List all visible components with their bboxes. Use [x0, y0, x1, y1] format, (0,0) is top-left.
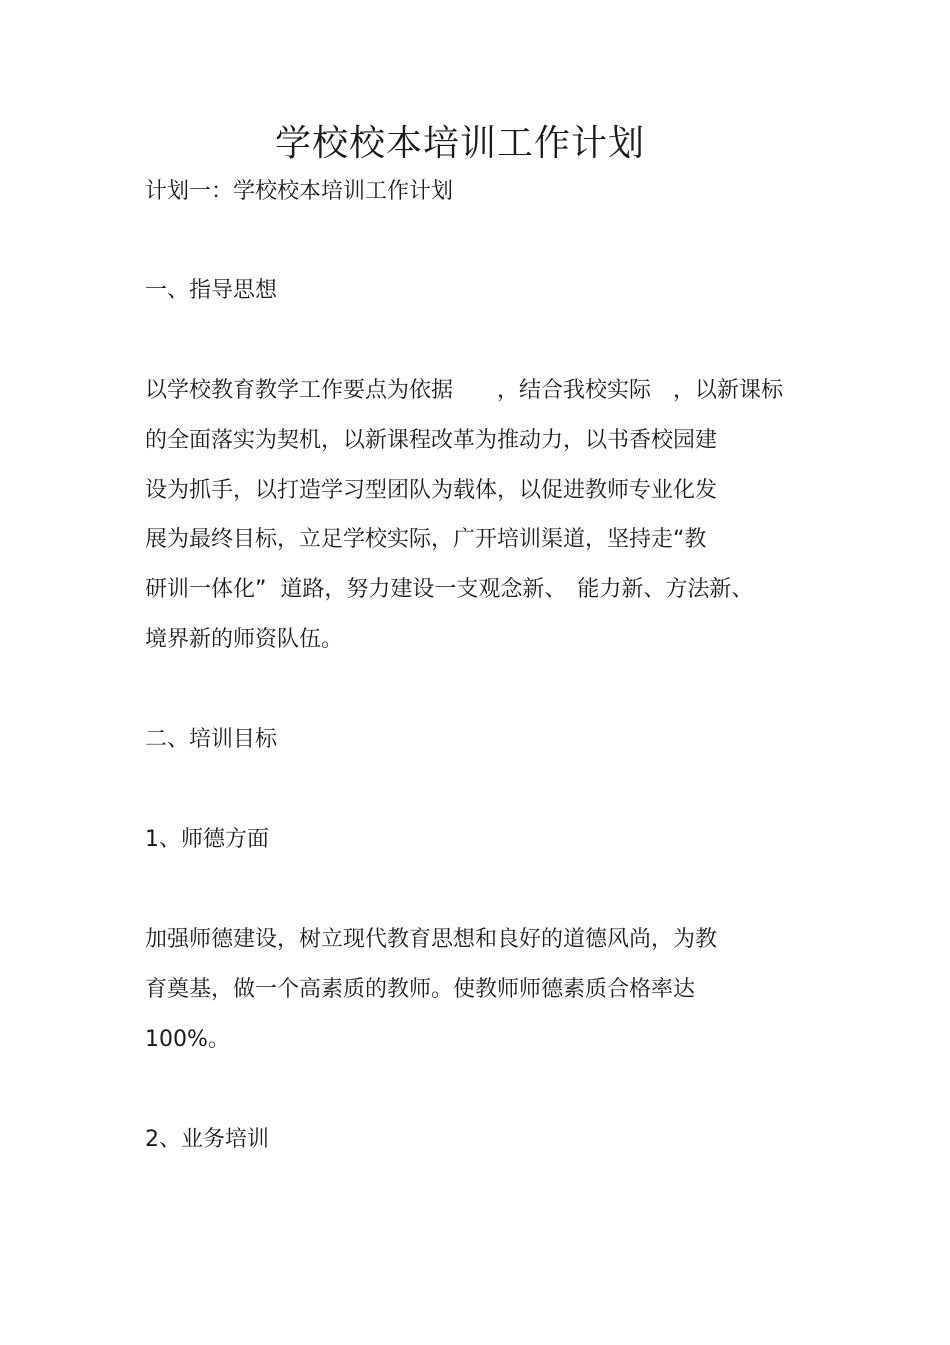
document-title: 学校校本培训工作计划 — [274, 123, 645, 164]
subsection-heading-teacher-ethics: 1、师德方面 — [145, 827, 269, 852]
paragraph-line: 加强师德建设，树立现代教育思想和良好的道德风尚，为教 — [145, 927, 718, 952]
paragraph-line: 研训一体化” 道路，努力建设一支观念新、 能力新、方法新、 — [145, 577, 754, 602]
paragraph-line: 育奠基，做一个高素质的教师。使教师师德素质合格率达 — [145, 977, 696, 1002]
paragraph-line: 境界新的师资队伍。 — [145, 627, 344, 652]
subsection-heading-professional-training: 2、业务培训 — [145, 1127, 269, 1152]
section-heading-training-goals: 二、培训目标 — [145, 727, 278, 752]
section-heading-guiding-idea: 一、指导思想 — [145, 278, 278, 303]
paragraph-line: 设为抓手，以打造学习型团队为载体，以促进教师专业化发 — [145, 478, 718, 503]
plan-subtitle: 计划一：学校校本培训工作计划 — [145, 179, 454, 204]
paragraph-line: 以学校教育教学工作要点为依据 ，结合我校实际 ，以新课标 — [145, 378, 784, 403]
paragraph-line: 展为最终目标，立足学校实际，广开培训渠道，坚持走“教 — [145, 527, 707, 552]
paragraph-line: 的全面落实为契机，以新课程改革为推动力，以书香校园建 — [145, 428, 718, 453]
paragraph-line: 100%。 — [145, 1027, 230, 1052]
